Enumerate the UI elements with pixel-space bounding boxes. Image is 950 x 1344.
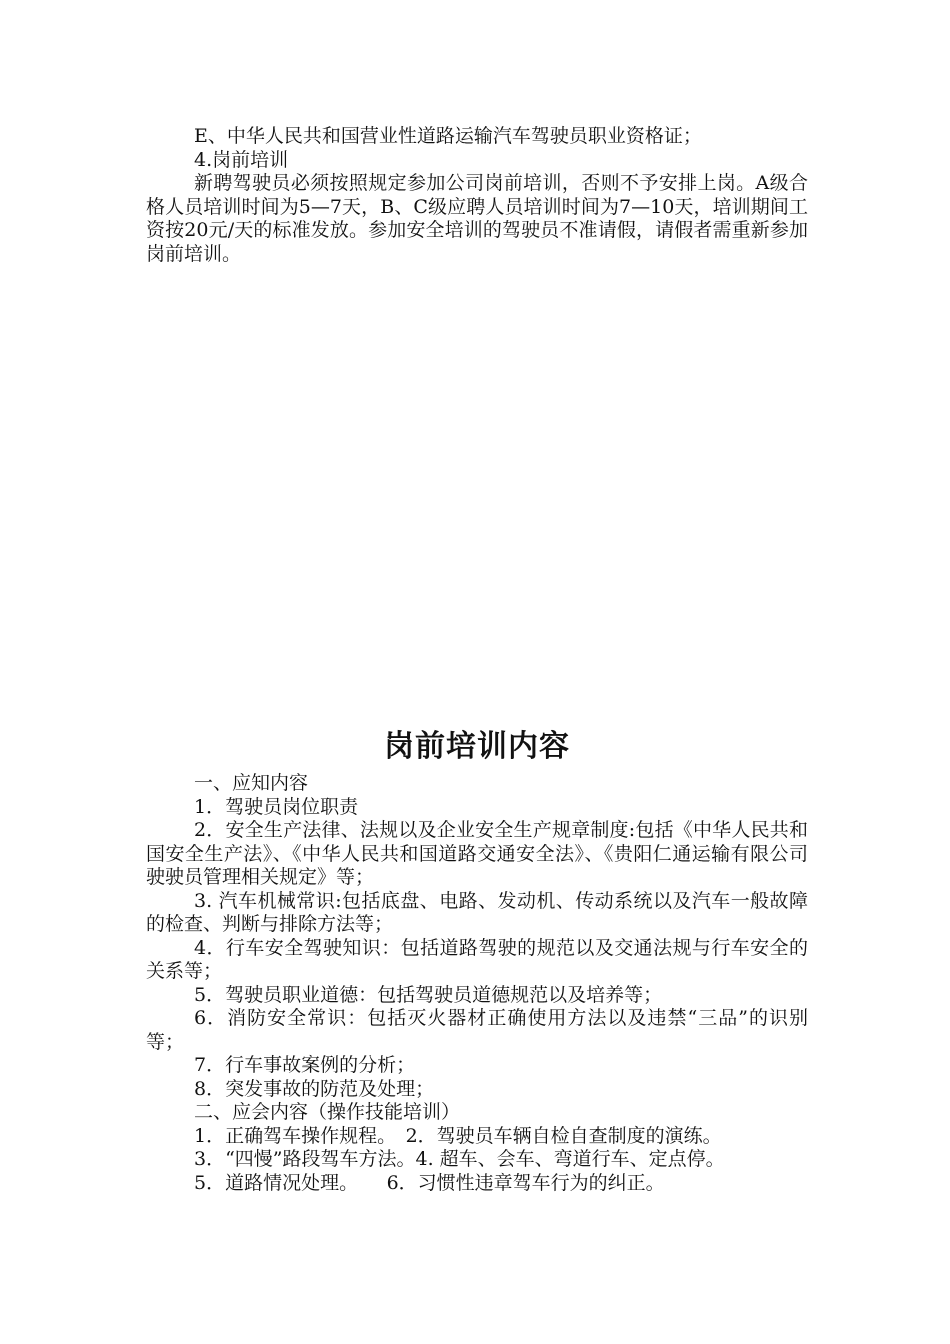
skills-line: 5．道路情况处理。 6．习惯性违章驾车行为的纠正。 bbox=[194, 1171, 665, 1194]
list-item: 4．行车安全驾驶知识：包括道路驾驶的规范以及交通法规与行车安全的关系等； bbox=[146, 936, 808, 982]
skills-line: 1．正确驾车操作规程。 2．驾驶员车辆自检自查制度的演练。 bbox=[194, 1124, 722, 1147]
list-item: 1．驾驶员岗位职责 bbox=[194, 795, 359, 818]
list-item: 5．驾驶员职业道德：包括驾驶员道德规范以及培养等； bbox=[194, 983, 663, 1006]
knowledge-heading: 一、应知内容 bbox=[194, 772, 309, 794]
list-item: 2．安全生产法律、法规以及企业安全生产规章制度:包括《中华人民共和国安全生产法》、《中华人民共和国道路交通安全法》、《贵阳仁通运输有限公司驶驶员管理相关规定》等； bbox=[146, 819, 808, 888]
item-4-body: 新聘驾驶员必须按照规定参加公司岗前培训，否则不予安排上岗。A级合格人员培训时间为5—7天，B、C级应聘人员培训时间为7—10天，培训期间工资按20元/天的标准发放。参加安全培训的驾驶员不准请假，请假者需重新参加岗前培训。 bbox=[146, 172, 808, 265]
list-item: 8．突发事故的防范及处理； bbox=[194, 1077, 435, 1100]
list-item: 7．行车事故案例的分析； bbox=[194, 1054, 416, 1076]
skills-line: 3．“四慢”路段驾车方法。4. 超车、会车、弯道行车、定点停。 bbox=[194, 1148, 725, 1170]
training-content-section bbox=[146, 772, 808, 1195]
list-item: 3. 汽车机械常识:包括底盘、电路、发动机、传动系统以及汽车一般故障的检查、判断与排除方法等； bbox=[146, 889, 808, 935]
list-item: 6．消防安全常识：包括灭火器材正确使用方法以及违禁“三品”的识别等； bbox=[146, 1007, 808, 1053]
license-item-e: E、中华人民共和国营业性道路运输汽车驾驶员职业资格证； bbox=[194, 125, 702, 147]
top-section bbox=[146, 125, 808, 266]
page-title: 岗前培训内容 bbox=[384, 729, 570, 764]
skills-heading: 二、应会内容（操作技能培训） bbox=[194, 1101, 461, 1123]
item-4-title: 4.岗前培训 bbox=[194, 148, 289, 171]
